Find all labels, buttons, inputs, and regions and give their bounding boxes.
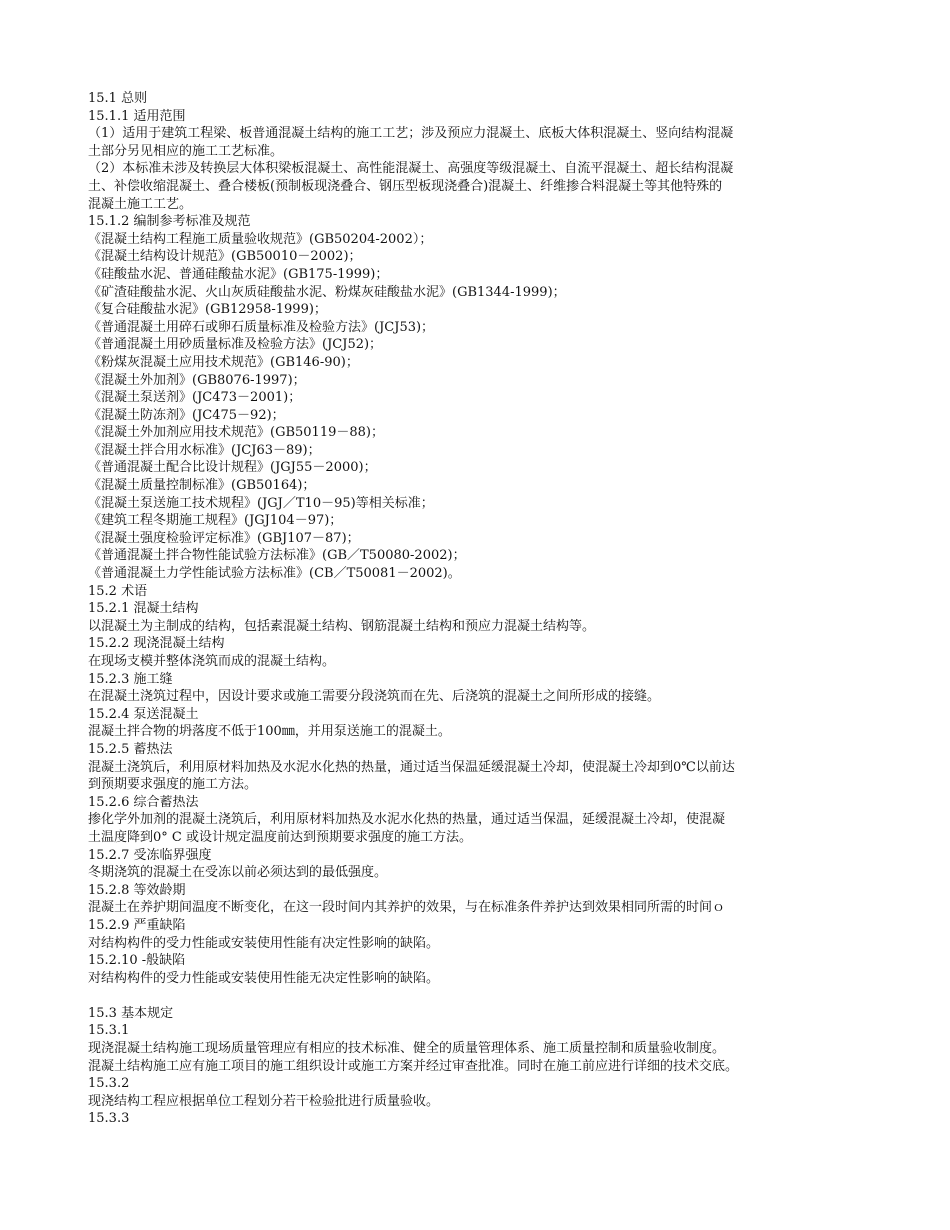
text-line: 《混凝土外加剂》(GB8076-1997)； (88, 372, 306, 388)
text-line: 15.2 术语 (88, 583, 148, 599)
text-line: 《混凝土质量控制标准》(GB50164)； (88, 478, 316, 494)
text-line: 混凝土拌合物的坍落度不低于100㎜，并用泵送施工的混凝土。 (88, 724, 451, 740)
text-line: 15.2.10 -般缺陷 (88, 953, 186, 969)
text-line: 《普通混凝土配合比设计规程》(JGJ55－2000)； (88, 460, 377, 476)
text-line: 15.1.2 编制参考标准及规范 (88, 214, 251, 230)
text-line: 以混凝土为主制成的结构，包括素混凝土结构、钢筋混凝土结构和预应力混凝土结构等。 (88, 618, 596, 634)
text-line: 土、补偿收缩混凝土、叠合楼板(预制板现浇叠合、钢压型板现浇叠合)混凝土、纤维掺合料混凝土等其他特殊的 (88, 178, 723, 194)
text-line: 15.3.3 (88, 1111, 130, 1127)
text-line: 《普通混凝土用碎石或卵石质量标准及检验方法》(JCJ53)； (88, 319, 435, 335)
text-line: 混凝土施工工艺。 (88, 196, 193, 212)
text-line: 《混凝土泵送施工技术规程》(JGJ／T10－95)等相关标准； (88, 495, 434, 511)
text-line: 掺化学外加剂的混凝土浇筑后，利用原材料加热及水泥水化热的热量，通过适当保温，延缓混凝土冷却，使混凝 (88, 812, 726, 828)
text-line: 现浇结构工程应根据单位工程划分若干检验批进行质量验收。 (88, 1093, 440, 1109)
text-line: 混凝土结构施工应有施工项目的施工组织设计或施工方案并经过审查批准。同时在施工前应进行详细的技术交底。 (88, 1058, 739, 1074)
text-line: 到预期要求强度的施工方法。 (88, 777, 258, 793)
text-line: 15.2.4 泵送混凝土 (88, 706, 199, 722)
text-line: 《混凝土结构工程施工质量验收规范》(GB50204-2002）； (88, 231, 433, 247)
text-line: 15.2.9 严重缺陷 (88, 917, 186, 933)
text-line: （2）本标准未涉及转换层大体积梁板混凝土、高性能混凝土、高强度等级混凝土、自流平混凝土、超长结构混凝 (88, 161, 734, 177)
text-line: 《矿渣硅酸盐水泥、火山灰质硅酸盐水泥、粉煤灰硅酸盐水泥》(GB1344-1999)； (88, 284, 566, 300)
text-line: 混凝土在养护期间温度不断变化，在这一段时间内其养护的效果，与在标准条件养护达到效果相同所需的时间ｏ (88, 900, 726, 916)
text-line: 15.2.7 受冻临界强度 (88, 847, 212, 863)
text-line: 《普通混凝土用砂质量标准及检验方法》(JCJ52)； (88, 337, 383, 353)
text-line: 土温度降到0° C 或设计规定温度前达到预期要求强度的施工方法。 (88, 829, 472, 845)
text-line: 现浇混凝土结构施工现场质量管理应有相应的技术标准、健全的质量管理体系、施工质量控制和质量验收制度。 (88, 1041, 726, 1057)
text-line: 《建筑工程冬期施工规程》(JGJ104－97)； (88, 513, 343, 529)
text-line: 在现场支模并整体浇筑而成的混凝土结构。 (88, 654, 336, 669)
text-line: 15.1.1 适用范围 (88, 108, 186, 124)
text-line: 《复合硅酸盐水泥》(GB12958-1999)； (88, 302, 327, 318)
text-line: 15.2.1 混凝土结构 (88, 601, 199, 617)
text-line: 冬期浇筑的混凝土在受冻以前必须达到的最低强度。 (88, 865, 388, 881)
text-line: 15.2.2 现浇混凝土结构 (88, 636, 225, 652)
text-line: 对结构构件的受力性能或安装使用性能有决定性影响的缺陷。 (88, 935, 440, 951)
text-line: 《粉煤灰混凝土应用技术规范》(GB146-90)； (88, 354, 359, 370)
text-line: 15.2.6 综合蓄热法 (88, 794, 199, 810)
text-line: （1）适用于建筑工程梁、板普通混凝土结构的施工工艺；涉及预应力混凝土、底板大体积混凝土、竖向结构混凝 (88, 126, 734, 142)
text-line: 《普通混凝土拌合物性能试验方法标准》(GB／T50080-2002)； (88, 548, 466, 564)
text-line: 15.3 基本规定 (88, 1005, 174, 1021)
text-line: 《混凝土泵送剂》(JC473－2001)； (88, 390, 302, 406)
text-line: 15.2.8 等效龄期 (88, 882, 186, 898)
text-line: 15.3.2 (88, 1076, 130, 1092)
text-line (88, 987, 860, 1005)
text-line: 《混凝土外加剂应用技术规范》(GB50119－88)； (88, 425, 384, 441)
text-line: 对结构构件的受力性能或安装使用性能无决定性影响的缺陷。 (88, 970, 440, 986)
text-line: 《混凝土结构设计规范》(GB50010－2002)； (88, 249, 362, 265)
text-line: 《混凝土强度检验评定标准》(GBJ107－87)； (88, 530, 360, 546)
text-line: 15.2.5 蓄热法 (88, 741, 173, 757)
text-line: 《混凝土防冻剂》(JC475－92)； (88, 407, 285, 423)
text-line: 土部分另见相应的施工工艺标准。 (88, 143, 284, 159)
document-body (88, 90, 860, 1128)
text-line: 《硅酸盐水泥、普通硅酸盐水泥》(GB175-1999)； (88, 266, 389, 282)
text-line: 15.1 总则 (88, 91, 148, 106)
text-line: 15.2.3 施工缝 (88, 671, 173, 687)
text-line: 在混凝土浇筑过程中，因设计要求或施工需要分段浇筑而在先、后浇筑的混凝土之间所形成的接缝。 (88, 689, 661, 705)
text-line: 《混凝土拌合用水标准》(JCJ63－89)； (88, 442, 321, 458)
text-line: 《普通混凝土力学性能试验方法标准》(CB／T50081－2002)。 (88, 566, 461, 582)
text-line: 混凝土浇筑后，利用原材料加热及水泥水化热的热量，通过适当保温延缓混凝土冷却，使混凝土冷却到0℃以前达 (88, 759, 735, 775)
text-line: 15.3.1 (88, 1023, 130, 1039)
